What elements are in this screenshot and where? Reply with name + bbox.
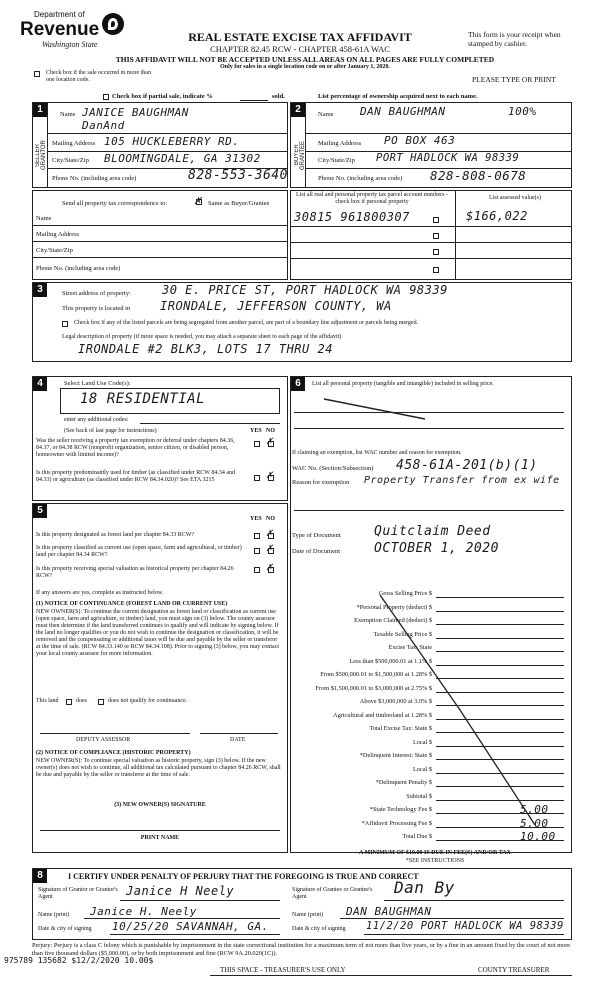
assessed-value-1[interactable]: $166,022: [466, 209, 528, 223]
correspondence-label: Send all property tax correspondence to:: [62, 200, 168, 207]
buyer-name-label: Name: [318, 111, 334, 118]
tax-row-label: Local $: [412, 765, 432, 773]
tax-row-label: Agricultural and timberland at 1.28% $: [333, 711, 432, 719]
tax-row-label: Taxable Selling Price $: [373, 630, 432, 638]
located-label: This property is located in: [62, 305, 131, 312]
segregated-label: Check box if any of the listed parcels are being segregated from another parcel, are part of a boundary line adjustment or parcels being merged.: [74, 320, 419, 326]
doc-date-label: Date of Document: [292, 548, 341, 555]
partial-sale-checkbox[interactable]: [103, 93, 109, 101]
see-back-note: (See back of last page for instructions): [64, 428, 157, 434]
partial-sale-label: Check box if partial sale, indicate %: [112, 93, 213, 100]
tax-row-label: *Delinquent Penalty $: [375, 779, 432, 786]
grantor-sig-label: Signature of Grantor or Grantor's Agent: [38, 887, 118, 900]
corr-phone-label: Phone No. (including area code): [36, 265, 121, 272]
dept-label: Department of: [34, 10, 85, 19]
land-use-label: Select Land Use Code(s):: [64, 380, 131, 387]
tax-row-label: From $1,500,000.01 to $3,000,000 at 2.75% $: [315, 684, 432, 692]
tax-row-value[interactable]: 5.00: [520, 816, 549, 830]
personal-property-label: List all personal property (tangible and intangible) included in selling price.: [312, 381, 494, 387]
yes-header-5: YES: [250, 516, 262, 522]
land-use-code[interactable]: 18 RESIDENTIAL: [80, 391, 206, 407]
deputy-date-label: DATE: [230, 737, 246, 743]
wac-number[interactable]: 458-61A-201(b)(1): [396, 458, 538, 473]
checkmark-icon: ✗: [266, 526, 274, 539]
tax-row-label: Total Excise Tax: State $: [369, 725, 432, 732]
parcels-header: List all real and personal property tax parcel account numbers - check box if personal property: [296, 192, 448, 205]
notice1-title: (1) NOTICE OF CONTINUANCE (FOREST LAND OR CURRENT USE): [36, 601, 228, 607]
tax-row-label: Subtotal $: [406, 792, 432, 800]
only-for-note: Only for sales in a single location code on or after January 1, 2020.: [220, 64, 390, 70]
treasurer-use-label: THIS SPACE - TREASURER'S USE ONLY: [220, 966, 346, 974]
type-print-note: PLEASE TYPE OR PRINT: [472, 75, 556, 84]
segregated-checkbox[interactable]: [62, 320, 68, 328]
tax-row-label: Gross Selling Price $: [378, 590, 432, 597]
buyer-city[interactable]: PORT HADLOCK WA 98339: [376, 152, 520, 164]
county-treasurer-label: COUNTY TREASURER: [478, 966, 550, 974]
new-owner-sig-line[interactable]: [40, 830, 280, 831]
street-label: Street address of property:: [62, 290, 131, 297]
print-name-label: PRINT NAME: [140, 835, 180, 841]
personal-prop-checkbox-3[interactable]: [433, 248, 439, 256]
notice2-title: (2) NOTICE OF COMPLIANCE (HISTORIC PROPERTY): [36, 750, 191, 756]
doc-type-label: Type of Document: [292, 532, 341, 539]
checkmark-icon: ✗: [266, 560, 274, 573]
tax-row-label: Total Due $: [402, 833, 432, 840]
seller-city[interactable]: BLOOMINGDALE, GA 31302: [104, 152, 261, 165]
partial-sale-percent[interactable]: [240, 100, 268, 101]
form-title: REAL ESTATE EXCISE TAX AFFIDAVIT: [188, 30, 412, 44]
seller-city-label: City/State/Zip: [52, 157, 89, 164]
tax-row-value[interactable]: 10.00: [520, 830, 556, 843]
assessed-header: List assessed value(s): [489, 195, 541, 201]
corr-mailing-label: Mailing Address: [36, 231, 80, 238]
legal-description[interactable]: IRONDALE #2 BLK3, LOTS 17 THRU 24: [78, 342, 333, 356]
seller-name-label: Name: [60, 111, 76, 118]
grantor-name-label: Name (print): [38, 912, 70, 918]
tax-row-label: Above $3,000,000 at 3.0% $: [359, 698, 432, 705]
land-q1-yes[interactable]: [254, 440, 260, 448]
state-label: Washington State: [42, 40, 98, 49]
forest-q2-yes[interactable]: [254, 547, 260, 555]
grantee-date-label: Date & city of signing: [292, 926, 346, 932]
legal-label: Legal description of property (if more space is needed, you may attach a separate sheet to each page of the affidavit): [62, 334, 342, 340]
section-4-number: 4: [33, 377, 47, 391]
personal-prop-checkbox-1[interactable]: [433, 216, 439, 224]
corr-name-label: Name: [36, 215, 52, 222]
deputy-signature-line[interactable]: [40, 733, 190, 734]
located-in[interactable]: IRONDALE, JEFFERSON COUNTY, WA: [160, 299, 392, 313]
new-owner-sig-label: (3) NEW OWNER(S) SIGNATURE: [114, 802, 206, 808]
checkmark-icon: ✗: [266, 541, 274, 554]
notice2-text: NEW OWNER(S): To continue special valuation as historic property, sign (3) below. If the new owner(s) does not wish to continue, all additional tax calculated pursuant to chapter 84.26 RCW, shall be due and payable by the seller or transferor at the time of sale.: [36, 758, 281, 778]
tax-row-value[interactable]: 5.00: [520, 803, 549, 816]
does-checkbox[interactable]: [66, 698, 72, 706]
grantor-signature[interactable]: Janice H Neely: [126, 884, 235, 898]
tax-row-label: *Affidavit Processing Fee $: [361, 819, 432, 827]
buyer-side-label: BUYER GRANTEE: [294, 140, 306, 170]
seller-phone-label: Phone No. (including area code): [52, 175, 137, 182]
does-not-checkbox[interactable]: [98, 698, 104, 706]
seller-side-label: SELLER GRANTOR: [35, 140, 47, 170]
checkmark-icon: ✗: [266, 434, 274, 447]
land-q2: Is this property predominantly used for timber (as classified under RCW 84.34 and 84.33) or agriculture (as classified under RCW 84.34.020)? See ETA 3215: [36, 470, 236, 483]
notice1-text: NEW OWNER(S): To continue the current designation as forest land or classification as current use (open space, farm and agriculture, or timber) land, you must sign on (3) below. The county assessor must then determine if the land transferred continues to qualify and will indicate by signing below. If the land no longer qualifies or you do not wish to continue the designation or classification, it will be removed and the compensating or additional taxes will be due and payable by the seller or transferor at the time of sale. (RCW 84.33.140 or RCW 84.34.108). Prior to signing (3) below, you may contact your local county assessor for more information.: [36, 609, 280, 657]
grantee-name[interactable]: DAN BAUGHMAN: [346, 905, 432, 918]
seller-mailing-label: Mailing Address: [52, 140, 96, 147]
buyer-name[interactable]: DAN BAUGHMAN: [360, 105, 446, 118]
deputy-label: DEPUTY ASSESSOR: [76, 737, 131, 743]
treasurer-stamp: 975789 135682 $12/2/2020 10.00$: [4, 956, 154, 965]
section-2-number: 2: [291, 103, 305, 117]
additional-codes-label: enter any additional codes:: [64, 417, 129, 423]
revenue-logo: [20, 10, 130, 60]
does-label: does: [76, 698, 87, 704]
revenue-wordmark: Revenue: [20, 19, 100, 40]
personal-prop-checkbox-2[interactable]: [433, 232, 439, 240]
grantor-date-label: Date & city of signing: [38, 926, 92, 932]
forest-q2: Is this property classified as current use (open space, farm and agricultural, or timber) land per chapter 84.34 RCW?: [36, 545, 242, 558]
reason[interactable]: Property Transfer from ex wife: [364, 475, 560, 486]
street-address[interactable]: 30 E. PRICE ST, PORT HADLOCK WA 98339: [162, 283, 448, 297]
form-warning: THIS AFFIDAVIT WILL NOT BE ACCEPTED UNLESS ALL AREAS ON ALL PAGES ARE FULLY COMPLETED: [115, 55, 495, 64]
land-q2-no[interactable]: [266, 468, 274, 482]
forest-q1-yes[interactable]: [254, 532, 260, 540]
buyer-phone[interactable]: 828-808-0678: [430, 168, 527, 183]
seller-name-2[interactable]: DanAnd: [82, 119, 125, 132]
this-land-label: This land: [36, 698, 59, 704]
grantor-name[interactable]: Janice H. Neely: [90, 905, 197, 918]
seller-phone[interactable]: 828-553-3640: [188, 168, 288, 183]
multi-location-label: Check box if the sale occurred in more than one location code.: [46, 70, 151, 83]
seller-name[interactable]: JANICE BAUGHMAN: [82, 106, 189, 119]
reason-label: Reason for exemption: [292, 479, 350, 486]
minimum-note: A MINIMUM OF $10.00 IS DUE IN FEE(S) AND/OR TAX: [359, 850, 511, 856]
buyer-city-label: City/State/Zip: [318, 157, 355, 164]
forest-q3-no[interactable]: [266, 560, 274, 574]
corr-city-label: City/State/Zip: [36, 247, 73, 254]
tax-row-label: Local $: [412, 738, 432, 746]
land-q2-yes[interactable]: [254, 474, 260, 482]
tax-row-label: Less than $500,000.01 at 1.1% $: [349, 657, 432, 665]
deputy-date-line[interactable]: [200, 733, 278, 734]
tax-row-label: Excise Tax: State: [388, 644, 432, 651]
same-as-buyer-checkbox[interactable]: [194, 193, 206, 208]
if-yes-note: If any answers are yes, complete as instructed below.: [36, 590, 164, 596]
section-8-number: 8: [33, 869, 47, 883]
section-3-number: 3: [33, 283, 47, 297]
certify-text: I CERTIFY UNDER PENALTY OF PERJURY THAT THE FOREGOING IS TRUE AND CORRECT: [68, 872, 419, 881]
grantee-name-label: Name (print): [292, 912, 324, 918]
forest-q2-no[interactable]: [266, 541, 274, 555]
doc-date[interactable]: OCTOBER 1, 2020: [374, 541, 499, 556]
buyer-mailing-label: Mailing Address: [318, 140, 362, 147]
tax-row-label: Exemption Claimed (deduct) $: [354, 617, 432, 624]
see-instructions-note: *SEE INSTRUCTIONS: [405, 858, 465, 864]
land-q1-no[interactable]: [266, 434, 274, 448]
checkmark-icon: ✗: [266, 468, 274, 481]
doc-type[interactable]: Quitclaim Deed: [374, 524, 491, 539]
perjury-text: Perjury: Perjury is a class C felony which is punishable by imprisonment in the state correctional institution for a maximum term of not more than five years, or by a fine in an amount fixed by the court of not more than five thousand dollars ($5,000.00), or by both imprisonment and fine (RCW 9A.20.020(1C)).: [32, 942, 571, 957]
seller-mailing[interactable]: 105 HUCKLEBERRY RD.: [104, 135, 240, 148]
tax-row-label: *Delinquent Interest: State $: [359, 752, 432, 759]
logo-mark-icon: [102, 13, 124, 35]
wac-label: WAC No. (Section/Subsection): [292, 465, 374, 472]
parcel-number-1[interactable]: 30815 961800307: [294, 210, 410, 224]
tax-row-label: From $500,000.01 to $1,500,000 at 1.28% $: [320, 671, 432, 678]
tax-row-label: *Personal Property (deduct) $: [356, 603, 432, 611]
no-header-5: NO: [266, 516, 275, 522]
additional-codes-input[interactable]: [140, 423, 280, 424]
no-header-4: NO: [266, 428, 275, 434]
buyer-mailing[interactable]: PO BOX 463: [384, 134, 456, 147]
grantee-signature[interactable]: Dan By: [394, 878, 455, 897]
personal-prop-checkbox-4[interactable]: [433, 266, 439, 274]
section-1-number: 1: [33, 103, 47, 117]
forest-q1-no[interactable]: [266, 526, 274, 540]
multi-location-checkbox[interactable]: [34, 70, 40, 78]
form-chapter: CHAPTER 82.45 RCW - CHAPTER 458-61A WAC: [210, 44, 390, 54]
buyer-percent[interactable]: 100%: [508, 105, 537, 118]
percentage-note: List percentage of ownership acquired next to each name.: [318, 93, 478, 100]
forest-q3: Is this property receiving special valuation as historical property per chapter 84.26 RCW?: [36, 566, 234, 579]
same-as-buyer-label: Same as Buyer/Grantee: [208, 200, 270, 207]
strike-line: [320, 395, 430, 425]
does-not-label: does not qualify for continuance.: [108, 698, 188, 704]
receipt-note: This form is your receipt when stamped by cashier.: [468, 30, 561, 48]
tax-row-label: *State Technology Fee $: [369, 806, 432, 813]
checkmark-icon: ✗: [194, 193, 202, 207]
section-6-number: 6: [291, 377, 305, 391]
grantee-sig-label: Signature of Grantee or Grantee's Agent: [292, 887, 373, 900]
grantee-date[interactable]: 11/2/20 PORT HADLOCK WA 98339: [366, 920, 564, 932]
grantor-date[interactable]: 10/25/20 SAVANNAH, GA.: [112, 920, 269, 933]
diagonal-strike: [370, 590, 540, 830]
sold-label: sold.: [272, 93, 285, 100]
forest-q3-yes[interactable]: [254, 566, 260, 574]
yes-header-4: YES: [250, 428, 262, 434]
exemption-intro: If claiming an exemption, list WAC number and reason for exemption.: [292, 450, 462, 456]
forest-q1: Is this property designated as forest land per chapter 84.33 RCW?: [36, 532, 195, 538]
buyer-phone-label: Phone No. (including area code): [318, 175, 403, 182]
land-q1: Was the seller receiving a property tax exemption or deferral under chapters 84.36, 84.37, or 84.38 RCW (nonprofit organization, senior citizen, or disabled person, homeowner with limited income)?: [36, 438, 235, 458]
section-5-number: 5: [33, 504, 47, 518]
